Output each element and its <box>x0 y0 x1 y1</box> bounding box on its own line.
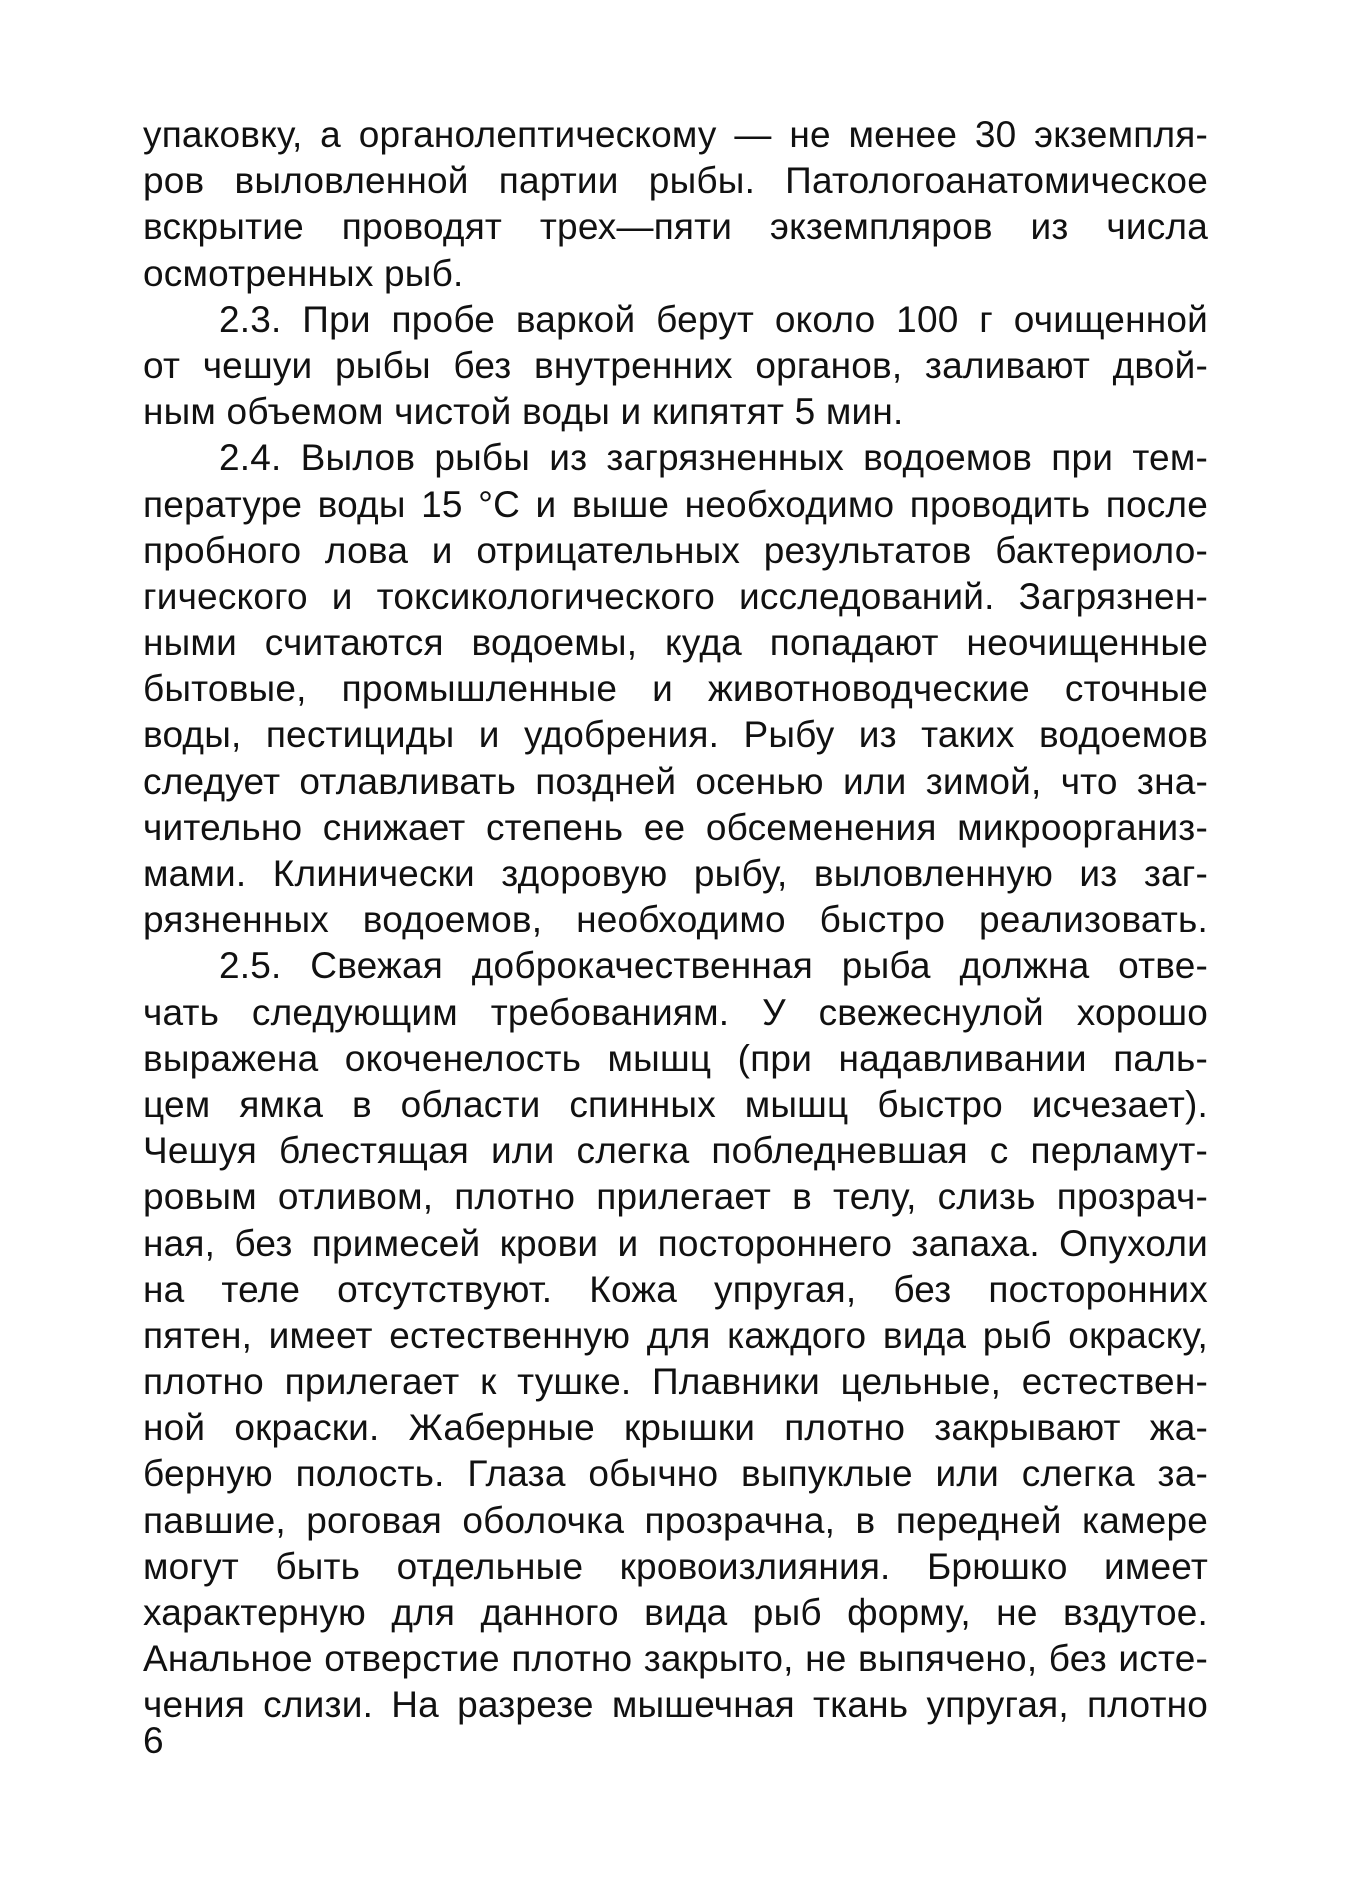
text-line: от чешуи рыбы без внутренних органов, заливают двой- <box>143 344 1208 386</box>
text-line: мами. Клинически здоровую рыбу, выловленную из заг- <box>143 853 1208 894</box>
text-line: рязненных водоемов, необходимо быстро реализовать. <box>143 899 1208 941</box>
text-line: ной окраски. Жаберные крышки плотно закрывают жа- <box>143 1407 1208 1449</box>
text-line: павшие, роговая оболочка прозрачна, в передней камере <box>143 1499 1208 1541</box>
text-line: воды, пестициды и удобрения. Рыбу из таких водоемов <box>143 714 1208 756</box>
text-line: ными считаются водоемы, куда попадают неочищенные <box>143 622 1208 664</box>
text-line: пятен, имеет естественную для каждого вида рыб окраску, <box>143 1314 1208 1356</box>
text-line: цем ямка в области спинных мышц быстро исчезает). <box>143 1083 1208 1125</box>
text-line: пературе воды 15 °С и выше необходимо проводить после <box>143 483 1208 525</box>
body-text <box>143 112 1208 1729</box>
text-line: ровым отливом, плотно прилегает в телу, слизь прозрач- <box>143 1176 1208 1218</box>
text-line: пробного лова и отрицательных результатов бактериоло- <box>143 529 1208 571</box>
text-line: гического и токсикологического исследований. Загрязнен- <box>143 575 1208 617</box>
text-line: Чешуя блестящая или слегка побледневшая с перламут- <box>143 1130 1208 1172</box>
text-line: ная, без примесей крови и постороннего запаха. Опухоли <box>143 1222 1208 1264</box>
text-line: берную полость. Глаза обычно выпуклые или слегка за- <box>143 1453 1208 1495</box>
text-line: плотно прилегает к тушке. Плавники цельные, естествен- <box>143 1361 1208 1403</box>
text-line: ров выловленной партии рыбы. Патологоанатомическое <box>143 160 1208 202</box>
text-line: могут быть отдельные кровоизлияния. Брюшко имеет <box>143 1545 1208 1587</box>
text-line: ным объемом чистой воды и кипятят 5 мин. <box>143 391 904 433</box>
text-line: вскрытие проводят трех—пяти экземпляров из числа <box>143 206 1208 248</box>
text-line: характерную для данного вида рыб форму, не вздутое. <box>143 1592 1208 1633</box>
text-line: упаковку, а органолептическому — не менее 30 экземпля- <box>143 114 1208 155</box>
text-line: 2.5. Свежая доброкачественная рыба должна отве- <box>219 945 1208 987</box>
text-line: на теле отсутствуют. Кожа упругая, без посторонних <box>143 1268 1208 1310</box>
text-line: бытовые, промышленные и животноводческие сточные <box>143 668 1208 710</box>
text-line: 2.4. Вылов рыбы из загрязненных водоемов при тем- <box>219 437 1208 479</box>
text-line: чительно снижает степень ее обсеменения микроорганиз- <box>143 806 1208 848</box>
text-line: осмотренных рыб. <box>143 252 464 294</box>
text-line: выражена окоченелость мышц (при надавливании паль- <box>143 1037 1208 1079</box>
text-line: чать следующим требованиям. У свежеснулой хорошо <box>143 991 1208 1033</box>
text-line: Анальное отверстие плотно закрыто, не выпячено, без исте- <box>143 1638 1208 1680</box>
text-line: чения слизи. На разрезе мышечная ткань упругая, плотно <box>143 1684 1208 1726</box>
text-line: следует отлавливать поздней осенью или зимой, что зна- <box>143 760 1208 802</box>
page-number: 6 <box>143 1720 164 1761</box>
text-line: 2.3. При пробе варкой берут около 100 г очищенной <box>219 298 1208 340</box>
